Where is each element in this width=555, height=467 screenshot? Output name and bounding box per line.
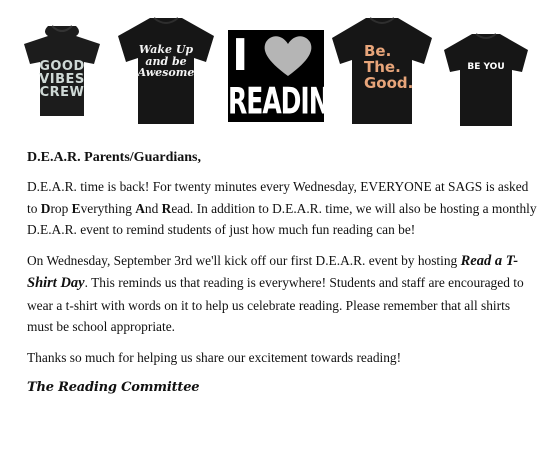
p1-text-a: D.E.A.R. time is back! For twenty minutes every Wednesday, EVERYONE at SAGS is asked to	[27, 179, 529, 216]
tshirt-good-vibes-image	[22, 22, 102, 118]
reading-word: READING	[228, 80, 349, 123]
event-name: Read a T-Shirt Day	[27, 252, 519, 291]
shirt4-print: Be. The. Good.	[364, 42, 414, 92]
shirt2-print: Wake Up and be Awesome	[137, 43, 195, 80]
p1-text-rop: rop	[50, 200, 72, 216]
letter-body	[27, 150, 537, 395]
paragraph-event	[27, 250, 537, 338]
paragraph-intro	[27, 176, 537, 241]
i-love-reading-image	[228, 30, 349, 123]
tshirt-be-you-image	[442, 30, 530, 128]
tshirt-be-the-good-image	[330, 14, 434, 126]
p1-text-nd: nd	[144, 200, 162, 216]
p2-text-b: . This reminds us that reading is everywhere! Students and staff are encouraged to wear a t-shirt with words on it to help us celebrate reading. Please remember that all shirts must be school appropriate.	[27, 275, 524, 334]
tshirt-wake-up-image	[116, 14, 216, 126]
p1-letter-e: E	[71, 200, 81, 216]
signature: The Reading Committee	[27, 380, 200, 395]
paragraph-thanks: Thanks so much for helping us share our excitement towards reading!	[27, 349, 402, 365]
greeting: D.E.A.R. Parents/Guardians,	[27, 150, 201, 165]
heart-icon	[262, 34, 314, 78]
shirt1-print: GOOD VIBES CREW	[39, 59, 85, 100]
shirt5-print: BE YOU	[467, 62, 505, 72]
p1-letter-d: D	[40, 200, 51, 216]
p1-letter-a: A	[135, 200, 145, 216]
p1-text-ead: ead. In addition to D.E.A.R. time, we will also be hosting a monthly D.E.A.R. event to remind students of just how much fun reading can be!	[27, 200, 537, 237]
p1-text-verything: verything	[80, 200, 136, 216]
tshirt-banner	[0, 0, 555, 138]
p1-letter-r: R	[161, 200, 172, 216]
letter-i: I	[232, 30, 249, 81]
p2-text-a: On Wednesday, September 3rd we'll kick off our first D.E.A.R. event by hosting	[27, 252, 461, 268]
